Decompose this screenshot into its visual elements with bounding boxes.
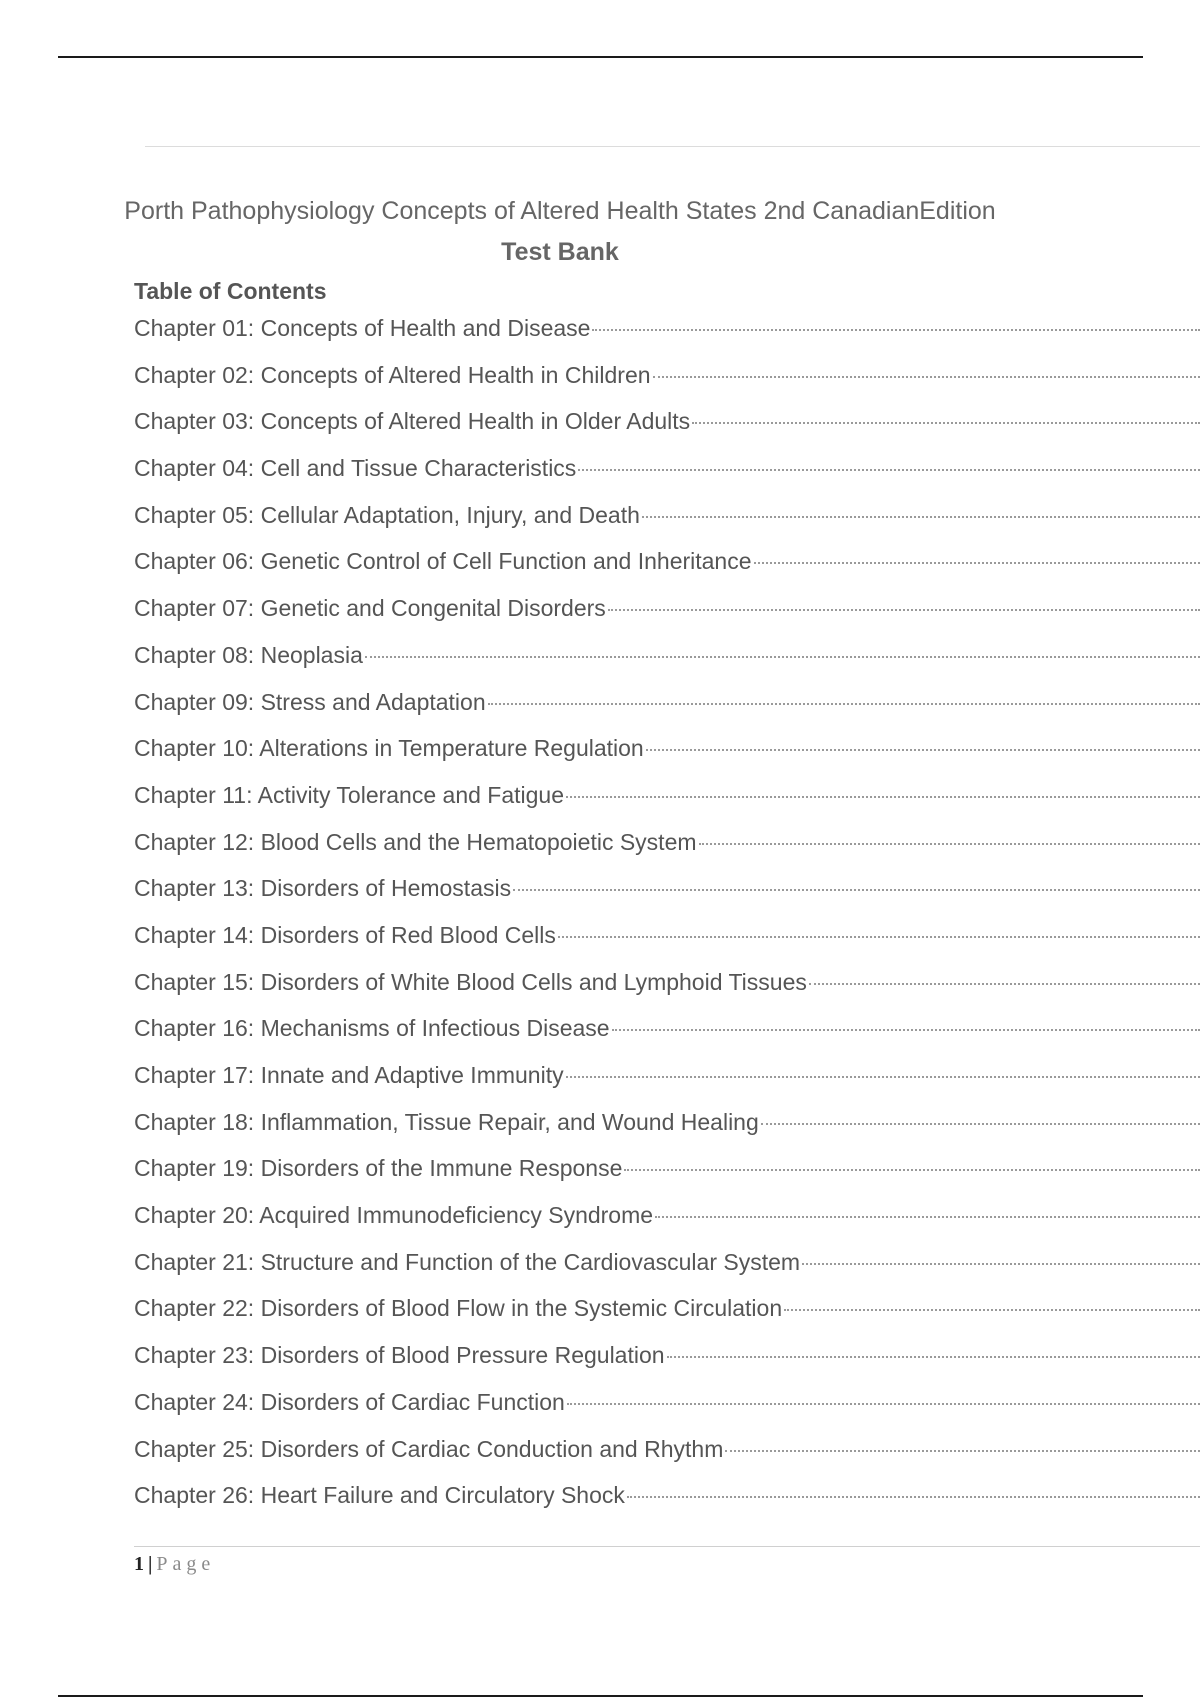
toc-entry[interactable]	[134, 405, 1200, 452]
toc-entry-label: Chapter 21: Structure and Function of the Cardiovascular System	[134, 1248, 801, 1275]
toc-entry-label: Chapter 24: Disorders of Cardiac Function	[134, 1388, 565, 1415]
toc-entry[interactable]	[134, 1152, 1200, 1199]
toc-entry[interactable]	[134, 872, 1200, 919]
header-divider	[145, 146, 1200, 147]
dot-leader	[802, 1263, 1200, 1265]
toc-entry[interactable]	[134, 592, 1200, 639]
toc-entry-label: Chapter 23: Disorders of Blood Pressure Regulation	[134, 1342, 665, 1369]
toc-entry[interactable]	[134, 452, 1200, 499]
dot-leader	[761, 1123, 1200, 1125]
toc-entry-label: Chapter 10: Alterations in Temperature Regulation	[134, 735, 644, 762]
page-word: Page	[156, 1553, 216, 1575]
table-of-contents	[134, 312, 1200, 1526]
toc-entry[interactable]	[134, 359, 1200, 406]
toc-entry[interactable]	[134, 732, 1200, 779]
toc-entry-label: Chapter 22: Disorders of Blood Flow in the Systemic Circulation	[134, 1295, 783, 1322]
dot-leader	[488, 703, 1200, 705]
dot-leader	[612, 1029, 1200, 1031]
toc-entry-label: Chapter 19: Disorders of the Immune Response	[134, 1155, 623, 1182]
toc-entry-label: Chapter 05: Cellular Adaptation, Injury, and Death	[134, 501, 640, 528]
toc-entry-label: Chapter 17: Innate and Adaptive Immunity	[134, 1062, 564, 1088]
toc-heading: Table of Contents	[134, 278, 327, 304]
dot-leader	[699, 843, 1200, 845]
dot-leader	[784, 1309, 1200, 1311]
toc-entry-label: Chapter 07: Genetic and Congenital Disorders	[134, 595, 606, 622]
dot-leader	[592, 329, 1200, 331]
toc-entry[interactable]	[134, 1433, 1200, 1480]
toc-entry-label: Chapter 11: Activity Tolerance and Fatigue	[134, 781, 565, 808]
toc-entry[interactable]	[134, 499, 1200, 546]
dot-leader	[809, 983, 1200, 985]
toc-entry-label: Chapter 02: Concepts of Altered Health in Children	[134, 361, 651, 388]
footer-divider	[134, 1546, 1200, 1547]
toc-entry[interactable]	[134, 1199, 1200, 1246]
toc-entry-label: Chapter 04: Cell and Tissue Characteristics	[134, 455, 577, 482]
dot-leader	[567, 1403, 1200, 1405]
toc-entry-label: Chapter 03: Concepts of Altered Health in Older Adults	[134, 408, 691, 435]
toc-entry[interactable]	[134, 639, 1200, 686]
page-number: 1	[134, 1553, 144, 1575]
toc-entry-label: Chapter 13: Disorders of Hemostasis	[134, 875, 512, 902]
toc-entry-label: Chapter 12: Blood Cells and the Hematopoietic System	[134, 828, 697, 855]
toc-entry[interactable]	[134, 1059, 1200, 1106]
dot-leader	[566, 1076, 1200, 1078]
page-footer	[134, 1550, 215, 1578]
dot-leader	[558, 936, 1200, 938]
toc-entry[interactable]	[134, 826, 1200, 873]
toc-entry[interactable]	[134, 966, 1200, 1013]
toc-entry-label: Chapter 20: Acquired Immunodeficiency Syndrome	[134, 1202, 654, 1229]
toc-entry-label: Chapter 15: Disorders of White Blood Cells and Lymphoid Tissues	[134, 968, 807, 995]
page-bottom-rule	[58, 1695, 1143, 1697]
dot-leader	[642, 516, 1200, 518]
dot-leader	[754, 562, 1200, 564]
dot-leader	[725, 1450, 1200, 1452]
toc-entry[interactable]	[134, 686, 1200, 733]
toc-entry-label: Chapter 01: Concepts of Health and Disease	[134, 315, 591, 341]
toc-entry[interactable]	[134, 1106, 1200, 1153]
document-title: Porth Pathophysiology Concepts of Altered Health States 2nd CanadianEdition	[124, 197, 996, 225]
toc-entry[interactable]	[134, 1292, 1200, 1339]
toc-entry-label: Chapter 08: Neoplasia	[134, 641, 363, 668]
dot-leader	[624, 1169, 1200, 1171]
dot-leader	[513, 889, 1200, 891]
dot-leader	[667, 1356, 1200, 1358]
document-subtitle: Test Bank	[501, 238, 619, 266]
dot-leader	[566, 796, 1200, 798]
toc-entry[interactable]	[134, 1386, 1200, 1433]
page-top-rule	[58, 56, 1143, 58]
page-separator: |	[148, 1553, 153, 1575]
toc-entry[interactable]	[134, 312, 1200, 359]
dot-leader	[653, 376, 1200, 378]
toc-entry-label: Chapter 09: Stress and Adaptation	[134, 688, 486, 715]
dot-leader	[692, 422, 1200, 424]
dot-leader	[365, 656, 1200, 658]
toc-entry-label: Chapter 06: Genetic Control of Cell Function and Inheritance	[134, 548, 752, 575]
toc-entry-label: Chapter 16: Mechanisms of Infectious Disease	[134, 1015, 610, 1042]
toc-entry[interactable]	[134, 1246, 1200, 1293]
dot-leader	[655, 1216, 1200, 1218]
dot-leader	[646, 749, 1200, 751]
toc-entry-label: Chapter 18: Inflammation, Tissue Repair, and Wound Healing	[134, 1108, 759, 1135]
toc-entry[interactable]	[134, 1012, 1200, 1059]
toc-entry-label: Chapter 26: Heart Failure and Circulatory Shock	[134, 1482, 625, 1509]
toc-entry[interactable]	[134, 545, 1200, 592]
toc-entry[interactable]	[134, 1339, 1200, 1386]
toc-entry-label: Chapter 14: Disorders of Red Blood Cells	[134, 921, 556, 948]
dot-leader	[627, 1496, 1200, 1498]
toc-entry[interactable]	[134, 1479, 1200, 1526]
toc-entry-label: Chapter 25: Disorders of Cardiac Conduction and Rhythm	[134, 1435, 724, 1462]
dot-leader	[608, 609, 1200, 611]
toc-entry[interactable]	[134, 919, 1200, 966]
toc-entry[interactable]	[134, 779, 1200, 826]
dot-leader	[578, 469, 1200, 471]
